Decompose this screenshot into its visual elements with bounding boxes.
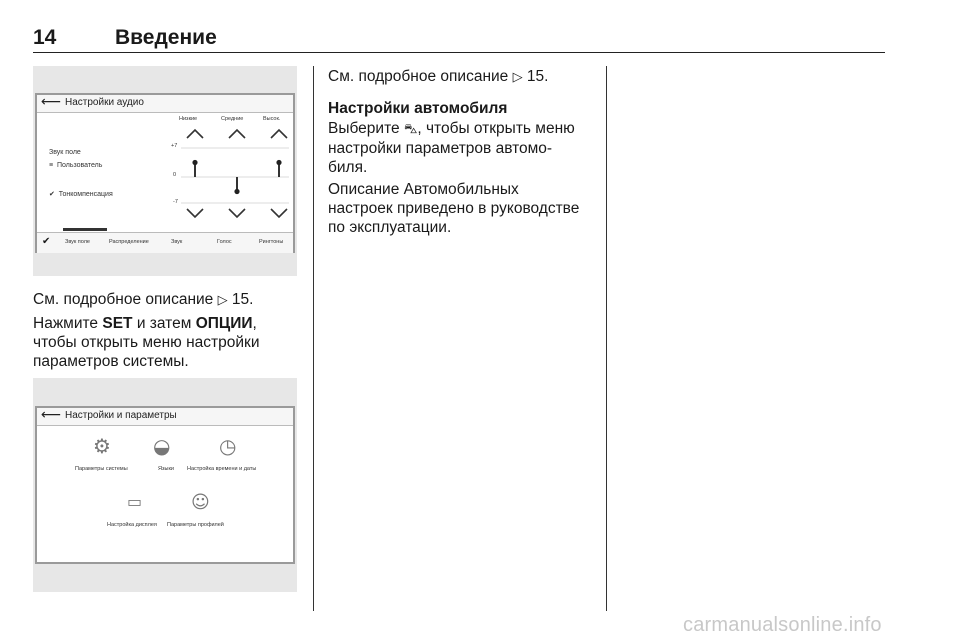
tab-balance[interactable]: Распределение — [109, 239, 149, 245]
settings-title: Настройки и параметры — [65, 410, 177, 421]
col2-p3-line1: Описание Автомобильных — [328, 181, 519, 198]
col2-paragraph-2 — [328, 119, 575, 177]
page-title: Введение — [115, 26, 217, 49]
item-profiles[interactable]: Параметры профилей — [167, 522, 224, 528]
field-value[interactable] — [49, 162, 102, 169]
loudness-checkbox[interactable] — [49, 190, 113, 198]
col1-p1-text: См. подробное описание — [33, 291, 218, 308]
col1-p2-c: , — [252, 315, 257, 332]
col2-p3-line3: по эксплуатации. — [328, 219, 452, 236]
tab-check-icon[interactable]: ✔ — [42, 236, 51, 247]
tab-voice[interactable]: Голос — [217, 239, 232, 245]
column-divider-1 — [313, 66, 314, 611]
vehicle-settings-heading: Настройки автомобиля — [328, 100, 508, 117]
back-arrow-icon[interactable]: ⟵ — [41, 94, 62, 110]
item-time-date[interactable]: Настройка времени и даты — [187, 466, 257, 472]
column-divider-2 — [606, 66, 607, 611]
item-display[interactable]: Настройка дисплея — [107, 522, 157, 528]
eq-chevrons-up — [187, 130, 287, 138]
tab-underline — [63, 228, 107, 231]
field-value-text: Пользователь — [56, 162, 103, 169]
col2-p2-a: Выберите — [328, 120, 404, 137]
figure-settings-parameters — [33, 378, 297, 592]
watermark: carmanualsonline.info — [683, 614, 882, 636]
col1-p2-b: и затем — [132, 315, 196, 332]
col1-p2-line3: параметров системы. — [33, 353, 189, 370]
page-header — [33, 22, 885, 53]
page-number: 14 — [33, 26, 57, 49]
check-icon: ✔ — [49, 190, 55, 198]
settings-titlebar — [37, 408, 293, 426]
tab-bar — [37, 232, 293, 253]
scale-top: +7 — [171, 143, 178, 149]
col2-paragraph-1 — [328, 67, 548, 87]
clock-icon[interactable]: ◷ — [219, 434, 237, 458]
col1-paragraph-1 — [33, 290, 253, 310]
eq-label-bass: Низкие — [179, 116, 198, 122]
tab-sound[interactable]: Звук — [171, 239, 183, 245]
audio-settings-screen — [35, 93, 295, 253]
equalizer[interactable] — [173, 123, 293, 223]
eq-slider-knob[interactable] — [276, 160, 281, 165]
back-arrow-icon[interactable]: ⟵ — [41, 407, 62, 423]
loudness-label: Тонкомпенсация — [58, 191, 113, 198]
list-icon: ≡ — [49, 162, 54, 169]
tab-ringtones[interactable]: Рингтоны — [259, 239, 284, 245]
options-keyword: ОПЦИИ — [195, 315, 253, 332]
set-keyword: SET — [102, 315, 133, 332]
settings-screen — [35, 406, 295, 564]
col1-paragraph-2 — [33, 314, 259, 371]
col1-p2-line2: чтобы открыть меню настройки — [33, 334, 260, 351]
col1-p1-ref: 15. — [231, 291, 254, 308]
col2-paragraph-3 — [328, 180, 579, 237]
item-languages[interactable]: Языки — [158, 466, 174, 472]
audio-title: Настройки аудио — [65, 97, 144, 108]
col1-p2-a: Нажмите — [33, 315, 103, 332]
col2-p2-line3: биля. — [328, 159, 368, 176]
eq-slider-knob[interactable] — [192, 160, 197, 165]
eq-label-mid: Средние — [221, 116, 244, 122]
figure-audio-settings — [33, 66, 297, 276]
item-system-params[interactable]: Параметры системы — [75, 466, 128, 472]
gear-icon[interactable]: ⚙ — [93, 434, 111, 458]
scale-bottom: -7 — [173, 199, 178, 205]
profile-icon[interactable]: ☺ — [191, 492, 210, 513]
col2-p2-line2: настройки параметров автомо- — [328, 140, 553, 157]
eq-label-treble: Высок. — [263, 116, 281, 122]
col2-p2-b: , чтобы открыть меню — [417, 120, 575, 137]
col2-p1-ref: 15. — [526, 68, 549, 85]
eq-grid — [181, 148, 289, 203]
tab-sound-field[interactable]: Звук поле — [65, 239, 90, 245]
audio-titlebar — [37, 95, 293, 113]
page-ref-icon: ▷ — [217, 293, 228, 308]
eq-chevrons-down — [187, 209, 287, 217]
globe-icon[interactable]: ◒ — [153, 434, 171, 458]
col2-p3-line2: настроек приведено в руководстве — [328, 200, 580, 217]
display-icon[interactable]: ▭ — [127, 492, 143, 511]
col2-p1-text: См. подробное описание — [328, 68, 513, 85]
car-icon: ⛍ — [403, 122, 418, 137]
scale-mid: 0 — [173, 172, 177, 178]
eq-slider-knob[interactable] — [234, 189, 239, 194]
field-label: Звук поле — [49, 149, 81, 156]
page-ref-icon: ▷ — [512, 70, 523, 85]
